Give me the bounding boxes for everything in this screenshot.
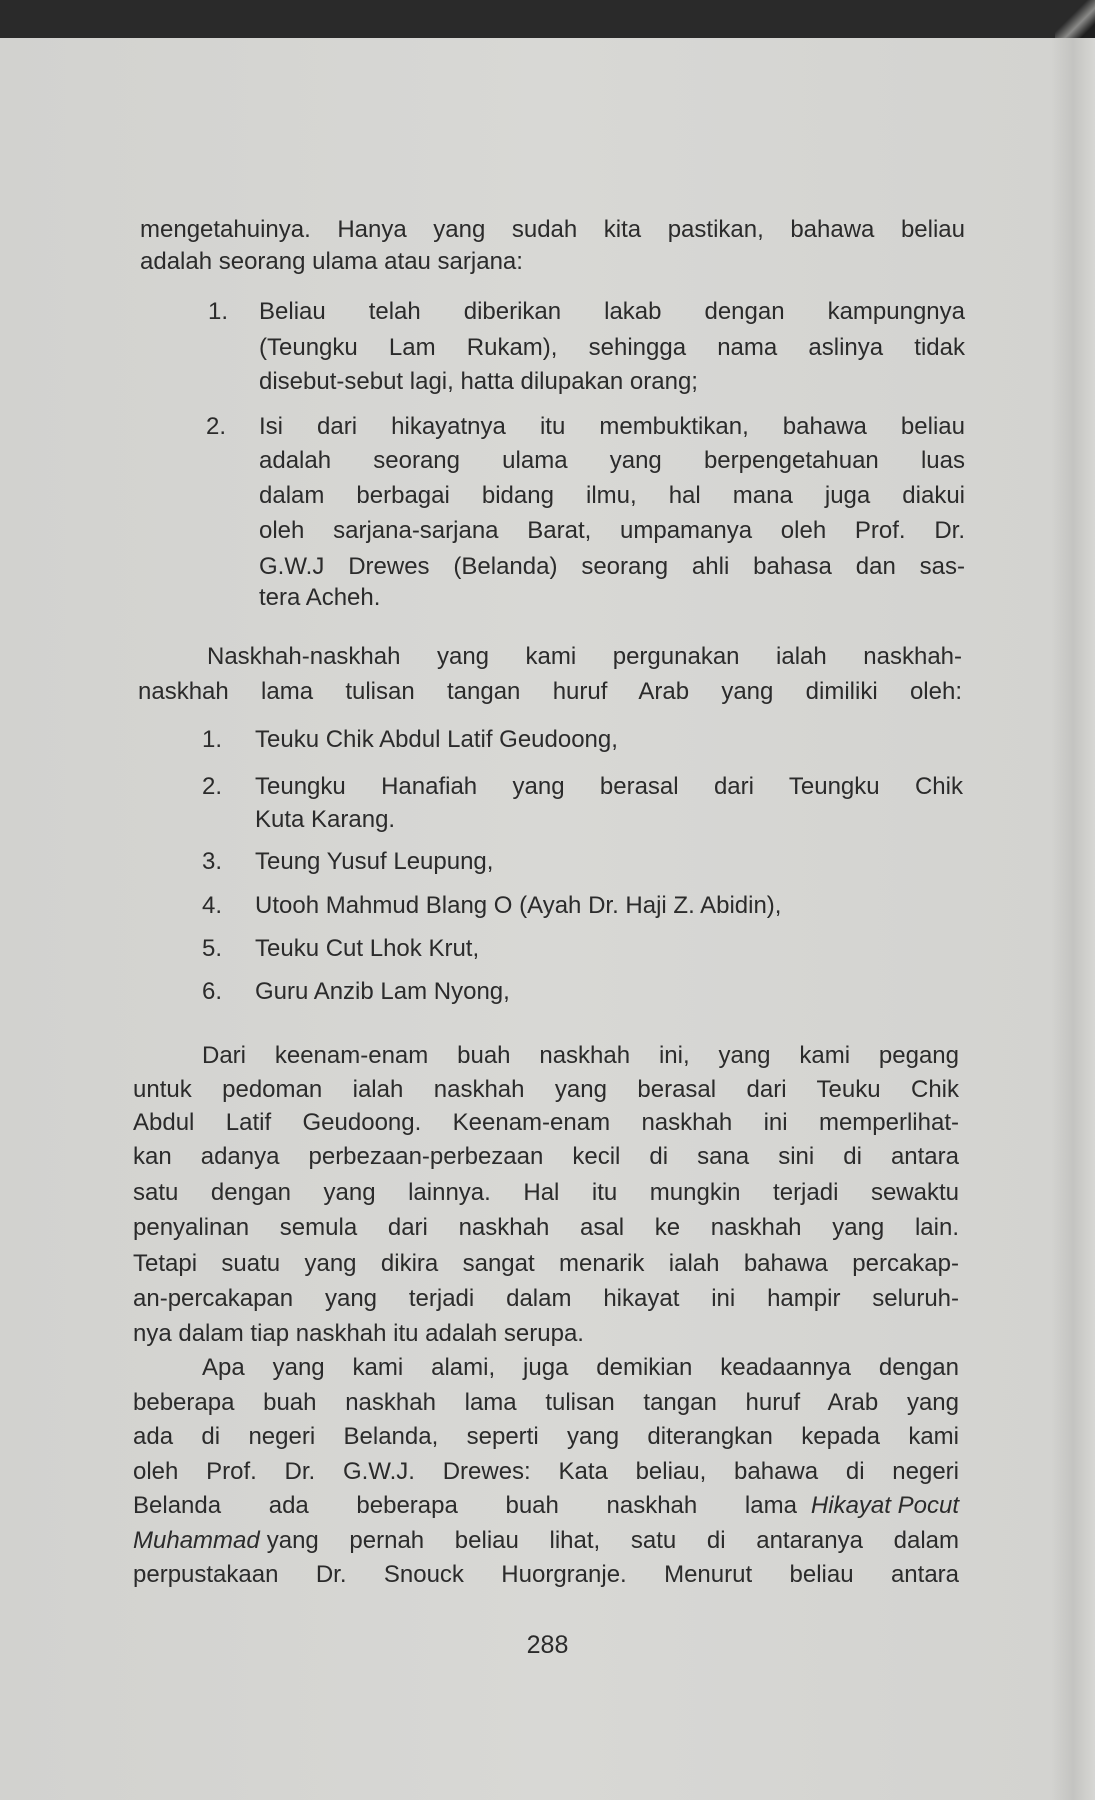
- text-line: satu dengan yang lainnya. Hal itu mungkin terjadi sewaktu: [133, 1179, 959, 1206]
- text-line: ada di negeri Belanda, seperti yang diterangkan kepada kami: [133, 1423, 959, 1450]
- text-line: disebut-sebut lagi, hatta dilupakan orang;: [259, 368, 698, 395]
- scan-background-top: [0, 0, 1095, 38]
- text-line: Dari keenam-enam buah naskhah ini, yang kami pegang: [202, 1042, 959, 1069]
- text-line: Isi dari hikayatnya itu membuktikan, bahawa beliau: [259, 413, 965, 440]
- text-line: adalah seorang ulama atau sarjana:: [140, 248, 523, 275]
- text-line: Apa yang kami alami, juga demikian keadaannya dengan: [202, 1354, 959, 1381]
- text-line: adalah seorang ulama yang berpengetahuan luas: [259, 447, 965, 474]
- text-segment: yang pernah beliau lihat, satu di antaranya dalam: [266, 1527, 959, 1554]
- text-line: dalam berbagai bidang ilmu, hal mana juga diakui: [259, 482, 965, 509]
- text-line: nya dalam tiap naskhah itu adalah serupa.: [133, 1320, 584, 1347]
- text-line: Teuku Chik Abdul Latif Geudoong,: [255, 726, 618, 753]
- text-line: Utooh Mahmud Blang O (Ayah Dr. Haji Z. Abidin),: [255, 892, 782, 919]
- text-line: (Teungku Lam Rukam), sehingga nama aslinya tidak: [259, 334, 965, 361]
- text-line: Teungku Hanafiah yang berasal dari Teungku Chik: [255, 773, 963, 800]
- book-title: Muhammad: [133, 1527, 260, 1554]
- list-number: 6.: [202, 978, 223, 1005]
- text-line: kan adanya perbezaan-perbezaan kecil di sana sini di antara: [133, 1143, 959, 1170]
- text-line: an-percakapan yang terjadi dalam hikayat ini hampir seluruh-: [133, 1285, 959, 1312]
- text-line: Beliau telah diberikan lakab dengan kampungnya: [259, 298, 965, 325]
- page-number: 288: [526, 1631, 569, 1659]
- text-segment: Belanda ada beberapa buah naskhah lama: [133, 1492, 797, 1519]
- list-number: 2.: [202, 773, 223, 800]
- list-number: 1.: [202, 726, 223, 753]
- book-title: Hikayat Pocut: [810, 1492, 959, 1519]
- scan-corner: [1055, 0, 1095, 40]
- text-line: oleh Prof. Dr. G.W.J. Drewes: Kata beliau, bahawa di negeri: [133, 1458, 959, 1485]
- text-line: untuk pedoman ialah naskhah yang berasal dari Teuku Chik: [133, 1076, 959, 1103]
- text-line: Abdul Latif Geudoong. Keenam-enam naskhah ini memperlihat-: [133, 1109, 959, 1136]
- list-number: 4.: [202, 892, 223, 919]
- text-line: mengetahuinya. Hanya yang sudah kita pastikan, bahawa beliau: [140, 216, 965, 243]
- list-number: 1.: [208, 298, 229, 325]
- text-line: perpustakaan Dr. Snouck Huorgranje. Menurut beliau antara: [133, 1561, 959, 1588]
- text-line: naskhah lama tulisan tangan huruf Arab yang dimiliki oleh:: [138, 678, 962, 705]
- list-number: 3.: [202, 848, 223, 875]
- text-line: beberapa buah naskhah lama tulisan tangan huruf Arab yang: [133, 1389, 959, 1416]
- text-line: Tetapi suatu yang dikira sangat menarik ialah bahawa percakap-: [133, 1250, 959, 1277]
- text-line: [133, 1525, 959, 1557]
- text-line: Guru Anzib Lam Nyong,: [255, 978, 510, 1005]
- text-line: Kuta Karang.: [255, 806, 396, 833]
- text-line: tera Acheh.: [259, 584, 381, 611]
- text-line: penyalinan semula dari naskhah asal ke naskhah yang lain.: [133, 1214, 959, 1241]
- text-line: oleh sarjana-sarjana Barat, umpamanya oleh Prof. Dr.: [259, 517, 965, 544]
- text-line: Teuku Cut Lhok Krut,: [255, 935, 480, 962]
- text-line: G.W.J Drewes (Belanda) seorang ahli bahasa dan sas-: [259, 553, 965, 580]
- list-number: 2.: [206, 413, 227, 440]
- text-line: Teung Yusuf Leupung,: [255, 848, 494, 875]
- text-line: [133, 1490, 959, 1522]
- list-number: 5.: [202, 935, 223, 962]
- text-line: Naskhah-naskhah yang kami pergunakan ialah naskhah-: [207, 643, 962, 670]
